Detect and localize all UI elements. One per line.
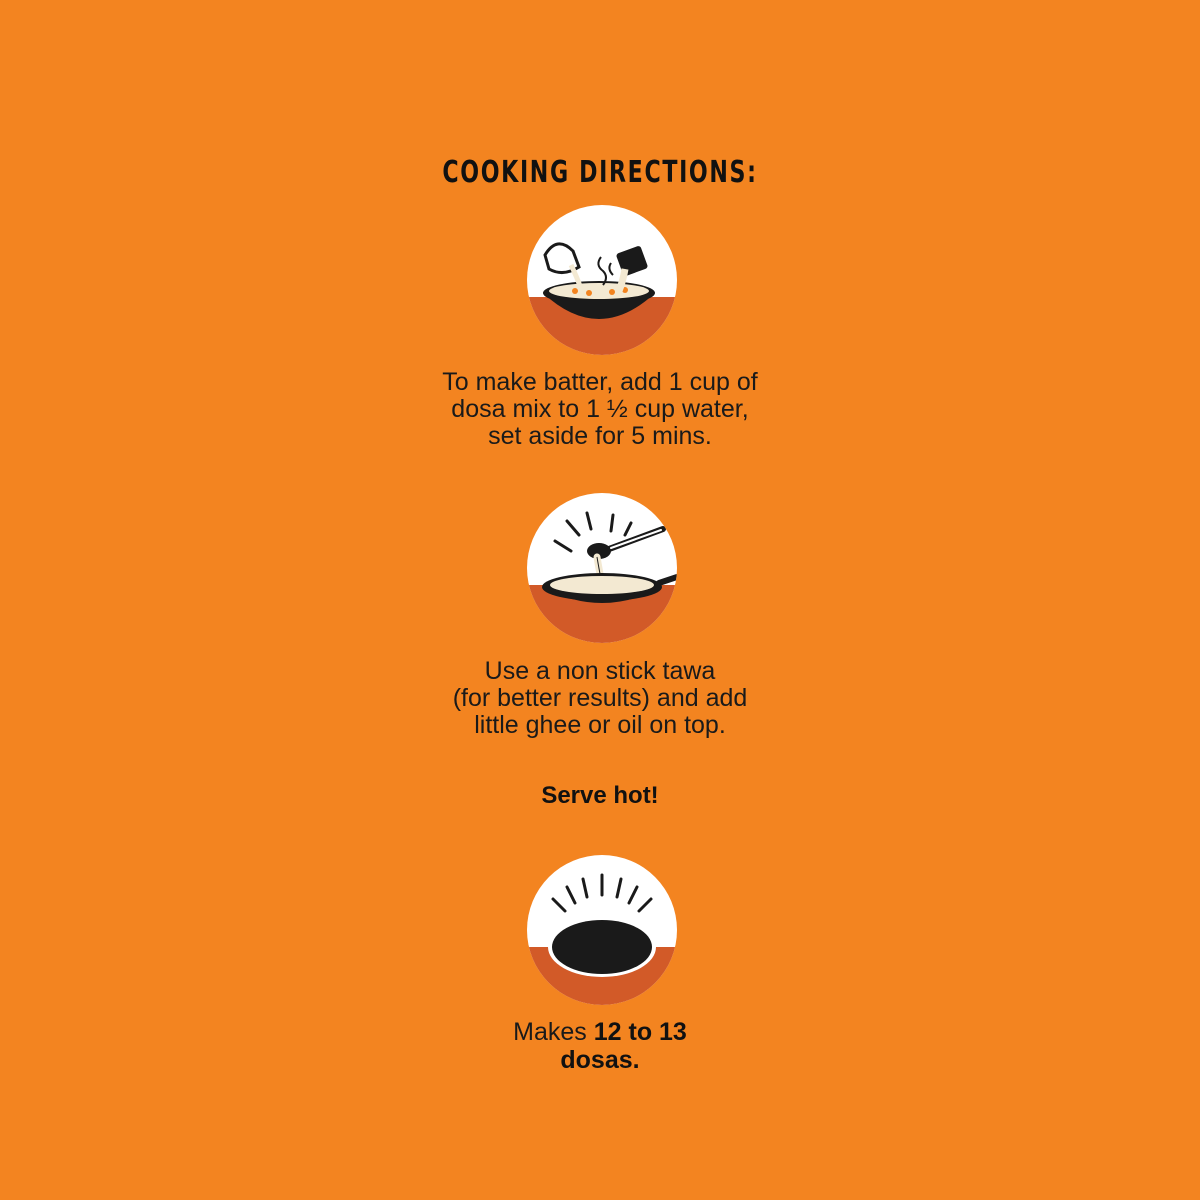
makes-unit: dosas. [560, 1046, 640, 1074]
step-2-line-2: (for better results) and add [452, 684, 748, 712]
step-1-line-1: To make batter, add 1 cup of [442, 368, 758, 396]
makes-count: 12 to 13 [593, 1018, 687, 1046]
step-2-text [350, 658, 850, 739]
step-1-text [350, 369, 850, 450]
step-1-line-2: dosa mix to 1 ½ cup water, [451, 395, 749, 423]
serve-text: Serve hot! [541, 782, 659, 809]
hot-pan-icon [527, 855, 677, 1005]
step-2-line-3: little ghee or oil on top. [474, 711, 726, 739]
ladle-tawa-icon [527, 493, 677, 643]
page-title: COOKING DIRECTIONS: [442, 155, 758, 190]
step-2-line-1: Use a non stick tawa [484, 657, 716, 685]
makes-prefix: Makes [513, 1018, 587, 1046]
makes-text [350, 1018, 850, 1074]
step-1-line-3: set aside for 5 mins. [488, 422, 712, 450]
mixing-bowl-icon [527, 205, 677, 355]
